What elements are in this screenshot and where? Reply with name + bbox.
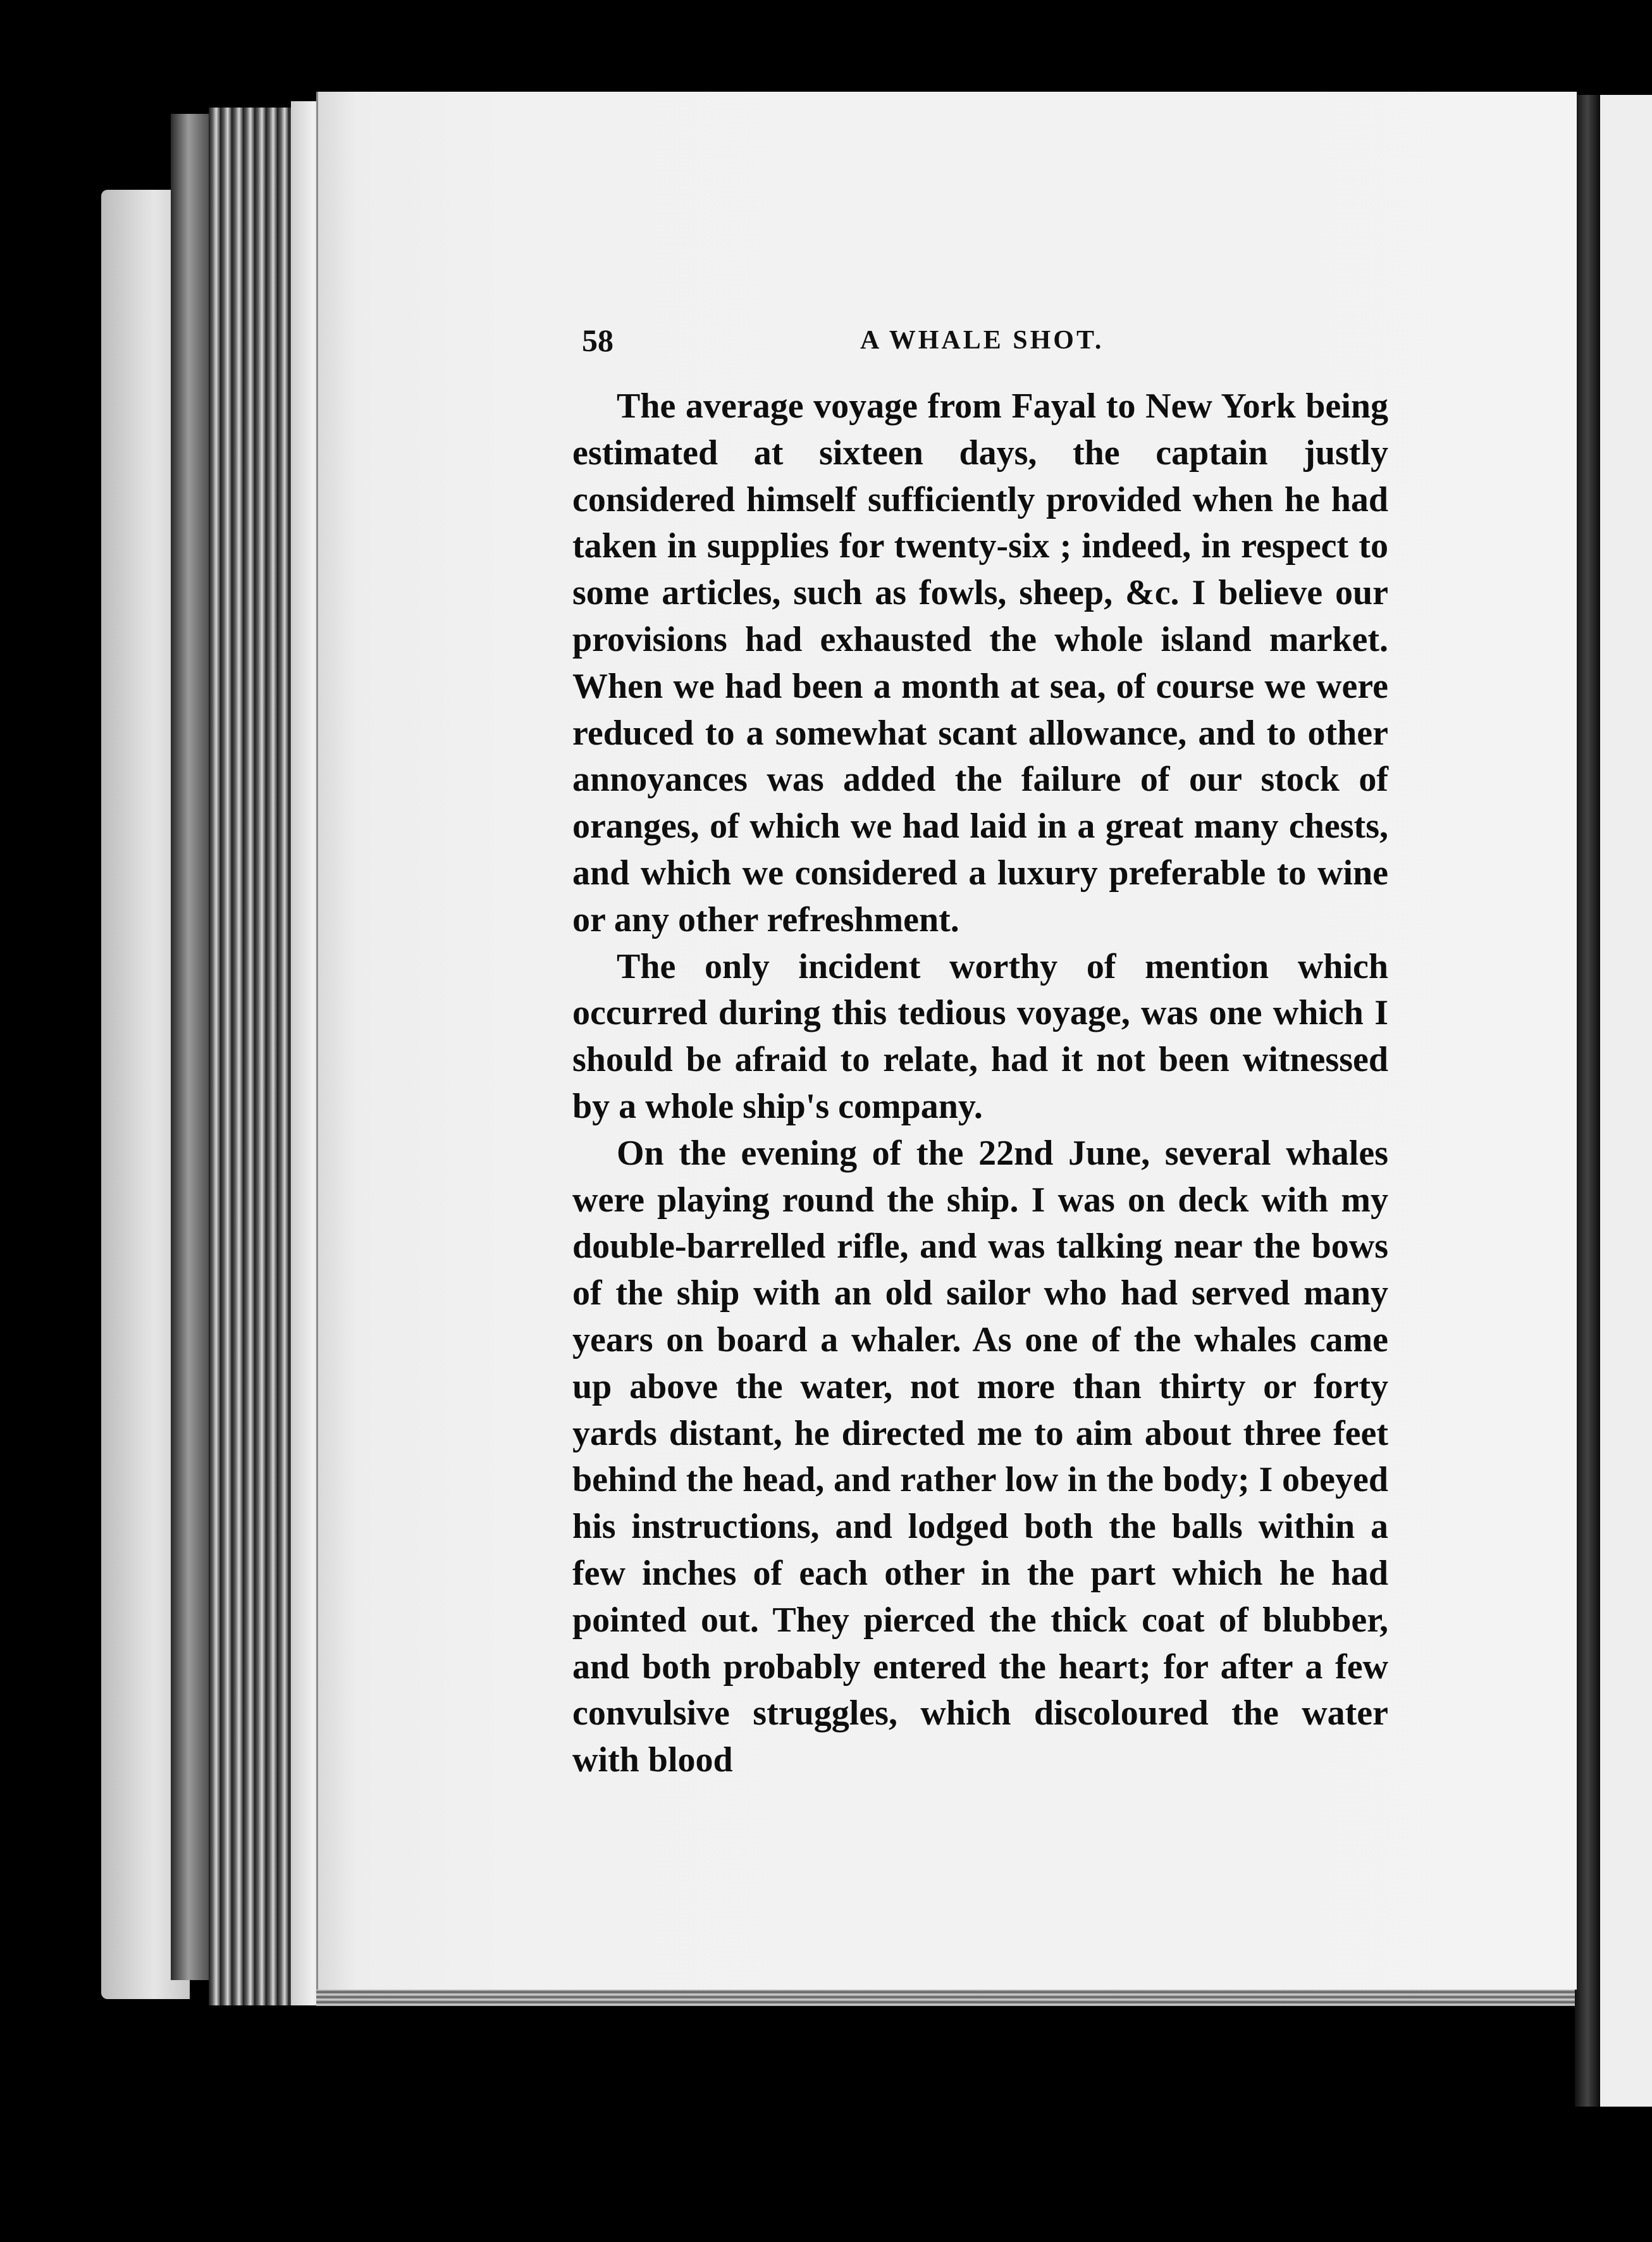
body-text xyxy=(572,383,1388,1784)
page-bottom-edge xyxy=(316,1990,1575,2006)
book-gutter-right xyxy=(1575,95,1600,2107)
paragraph: On the evening of the 22nd June, several whales were playing round the ship. I was on deck with my double-barrelled rifle, and was talking near the bows of the ship with an old sailor who had served many years on board a whaler. As one of the whales came up above the water, not more than thirty or forty yards distant, he directed me to aim about three feet behind the head, and rather low in the body; I obeyed his instructions, and lodged both the balls within a few inches of each other in the part which he had pointed out. They pierced the thick coat of blubber, and both probably entered the heart; for after a few convulsive struggles, which discoloured the water with blood xyxy=(572,1133,1388,1780)
running-head xyxy=(582,321,1385,359)
adjacent-page-strip xyxy=(1600,95,1652,2107)
paragraph: The only incident worthy of mention which occurred during this tedious voyage, was one which I should be afraid to relate, had it not been witnessed by a whole ship's company. xyxy=(572,946,1388,1126)
running-title: A WHALE SHOT. xyxy=(860,326,1104,355)
page-number: 58 xyxy=(582,323,613,358)
book-page-layers xyxy=(209,108,297,2005)
paragraph: The average voyage from Fayal to New York being estimated at sixteen days, the captain justly considered himself sufficiently provided when he had taken in supplies for twenty-six ; indeed, in respect to some articles, such as fowls, sheep, &c. I believe our provisions had exhausted the whole island market. When we had been a month at sea, of course we were reduced to a somewhat scant allowance, and to other annoyances was added the failure of our stock of oranges, of which we had laid in a great many chests, and which we considered a luxury preferable to wine or any other refreshment. xyxy=(572,387,1388,939)
